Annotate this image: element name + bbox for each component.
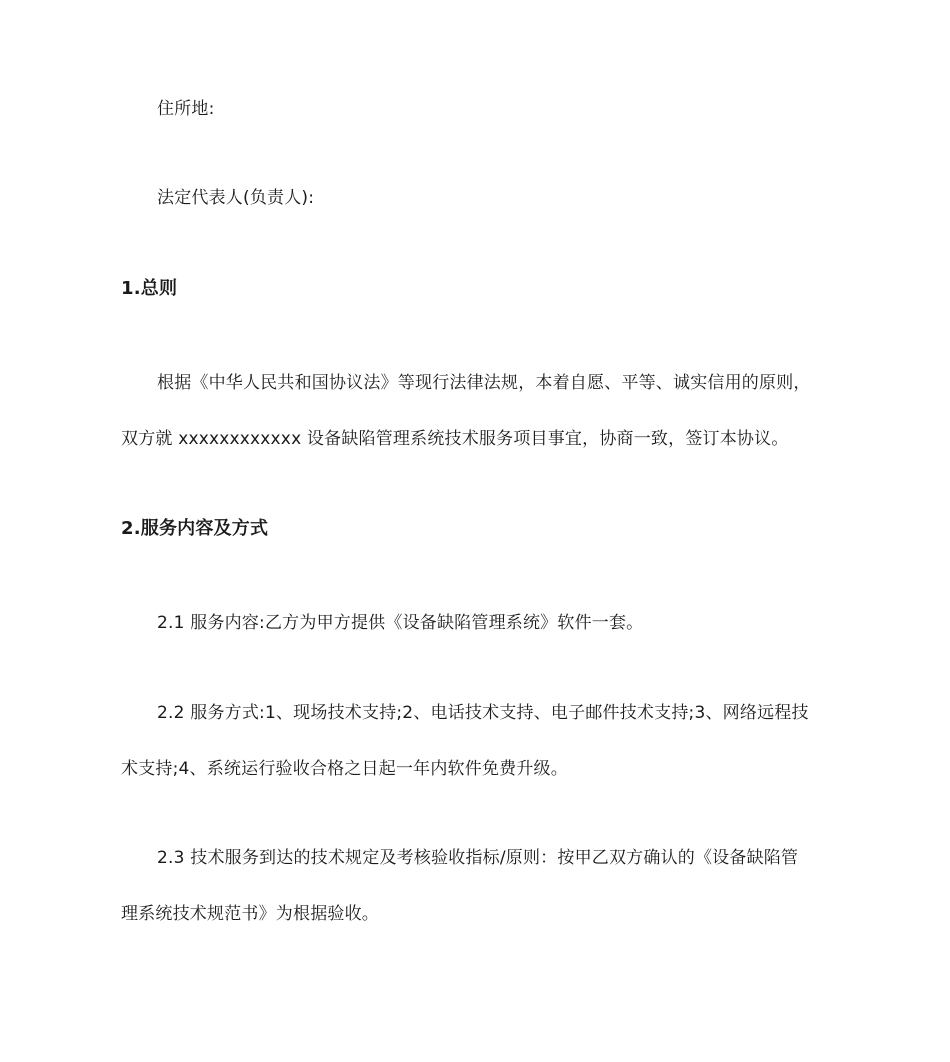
section-heading-service: 2.服务内容及方式 [121,518,269,539]
service-item-2-1-line-1: 2.1 服务内容:乙方为甲方提供《设备缺陷管理系统》软件一套。 [157,613,644,633]
service-item-2-2-line-2: 术支持;4、系统运行验收合格之日起一年内软件免费升级。 [121,759,568,779]
legal-representative-field-label: 法定代表人(负责人): [157,188,315,208]
service-item-2-3-line-1: 2.3 技术服务到达的技术规定及考核验收指标/原则：按甲乙双方确认的《设备缺陷管 [157,848,799,868]
service-item-2-2-line-1: 2.2 服务方式:1、现场技术支持;2、电话技术支持、电子邮件技术支持;3、网络远程技 [157,703,809,723]
address-field-label: 住所地: [157,99,215,119]
general-paragraph-line-2: 双方就 xxxxxxxxxxxx 设备缺陷管理系统技术服务项目事宜，协商一致，签订本协议。 [121,429,789,449]
service-item-2-3-line-2: 理系统技术规范书》为根据验收。 [121,904,379,924]
general-paragraph-line-1: 根据《中华人民共和国协议法》等现行法律法规，本着自愿、平等、诚实信用的原则， [157,373,811,393]
section-heading-general: 1.总则 [121,278,178,299]
